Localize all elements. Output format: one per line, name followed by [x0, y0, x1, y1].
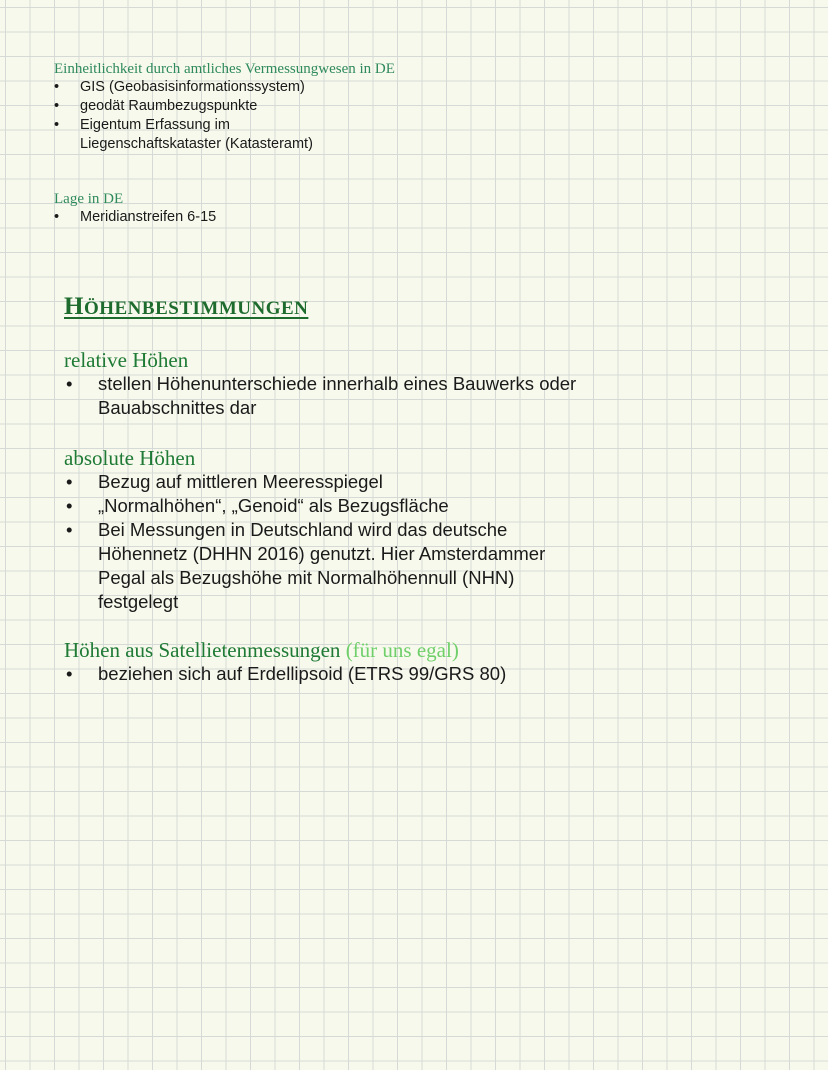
- list-item-text: geodät Raumbezugspunkte: [80, 98, 258, 114]
- list-item: [64, 518, 594, 614]
- section-list: [64, 372, 644, 420]
- bullet-icon: •: [66, 373, 73, 394]
- list-item-text: Bezug auf mittleren Meeresspiegel: [98, 471, 383, 492]
- heading-einheitlichkeit: Einheitlichkeit durch amtliches Vermessungwesen in DE: [54, 61, 395, 77]
- section-heading: relative Höhen: [64, 348, 189, 372]
- list-item: [54, 97, 399, 116]
- section-heading: absolute Höhen: [64, 446, 196, 470]
- bullet-icon: •: [66, 495, 73, 516]
- bullet-icon: •: [54, 117, 60, 133]
- list-lage: [54, 208, 399, 227]
- bullet-icon: •: [66, 663, 73, 684]
- heading-lage: Lage in DE: [54, 191, 124, 207]
- title-first-letter: H: [64, 293, 84, 320]
- list-item-text: GIS (Geobasisinformationssystem): [80, 79, 305, 95]
- list-item-text: Bei Messungen in Deutschland wird das deutsche Höhennetz (DHHN 2016) genutzt. Hier Amsterdammer Pegal als Bezugshöhe mit Normalhöhennull (NHN) festgelegt: [98, 519, 546, 612]
- list-item: [64, 494, 594, 518]
- section-heading-text: Höhen aus Satellietenmessungen: [64, 638, 341, 662]
- bullet-icon: •: [54, 79, 60, 95]
- title-rest: ÖHENBESTIMMUNGEN: [83, 298, 309, 319]
- main-title-block: [64, 292, 308, 324]
- list-item-text: Meridianstreifen 6-15: [80, 209, 217, 225]
- list-item: [54, 78, 399, 97]
- top-notes: [54, 60, 399, 154]
- lage-notes: [54, 190, 399, 227]
- section-heading: [64, 638, 644, 662]
- list-item: [64, 662, 644, 686]
- list-einheitlichkeit: [54, 78, 399, 154]
- bullet-icon: •: [54, 209, 60, 225]
- section-heading-note: (für uns egal): [345, 638, 459, 662]
- section-absolute: [64, 446, 594, 614]
- section-relative: [64, 348, 644, 420]
- list-item: [64, 470, 594, 494]
- page-title: [64, 292, 308, 324]
- list-item-text: Eigentum Erfassung im Liegenschaftskataster (Katasteramt): [80, 117, 313, 152]
- list-item-text: stellen Höhenunterschiede innerhalb eines Bauwerks oder Bauabschnittes dar: [98, 373, 577, 418]
- list-item: [54, 116, 342, 154]
- section-list: [64, 662, 644, 686]
- list-item-text: beziehen sich auf Erdellipsoid (ETRS 99/GRS 80): [98, 663, 507, 684]
- section-satellite: [64, 638, 644, 686]
- bullet-icon: •: [66, 519, 73, 540]
- list-item: [64, 372, 644, 420]
- bullet-icon: •: [54, 98, 60, 114]
- section-list: [64, 470, 594, 614]
- bullet-icon: •: [66, 471, 73, 492]
- list-item: [54, 208, 399, 227]
- list-item-text: „Normalhöhen“, „Genoid“ als Bezugsfläche: [98, 495, 449, 516]
